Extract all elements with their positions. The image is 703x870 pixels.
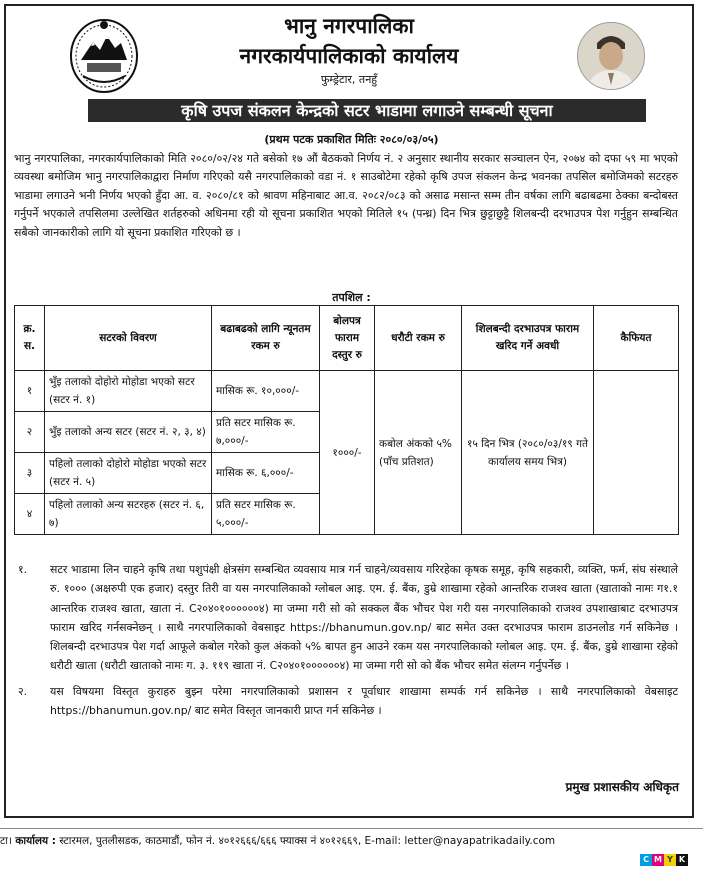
row-serial: २: [15, 412, 45, 453]
shutter-details-table: [14, 305, 679, 535]
details-heading: तपशिल :: [332, 291, 371, 304]
row-serial: ४: [15, 494, 45, 535]
publish-date: (प्रथम पटक प्रकाशित मितिः २०८०/०३/०५): [264, 133, 439, 146]
shutter-description: भुँइ तलाको दोहोरो मोहोडा भएको सटर (सटर नं. १): [45, 371, 212, 412]
table-row: [15, 371, 679, 412]
footer-office-label: कार्यालय :: [15, 835, 57, 847]
publisher-footer: [0, 834, 703, 848]
office-address: फुम्ड्रेटार, तनहुँ: [320, 73, 378, 86]
list-item: [14, 682, 678, 721]
note-number: १.: [18, 563, 28, 576]
note-text: सटर भाडामा लिन चाहने कृषि तथा पशुपंक्षी क्षेत्रसंग सम्बन्धित व्यवसाय मात्र गर्न चाहने/व्यवसाय गरिरहेका कृषक समूह, कृषि सहकारी, व्यक्ति, फर्म, संघ संस्थाले रु. १००० (अक्षरुपी एक हजार) दस्तुर तिरी वा यस नगरपालिकाको ग्लोबल आइ. एम. ई. बैंक, डुम्रे शाखामा रहेको आन्तरिक राजश्व खाता (खाताको नामः ग१.१ आन्तरिक राजश्व खाता, खाता नं. C२०४०१००००००४) मा जम्मा गरी सो को सक्कल बैंक भौचर पेश गरी यस नगरपालिकाको राजश्व उपशाखाबाट दरभाउपत्र फाराम खरिद गर्नसक्नेछन् । साथै नगरपालिकाको वेबसाइट https://bhanumun.gov.np/ बाट समेत उक्त दरभाउपत्र फाराम डाउनलोड गर्न सकिनेछ । शिलबन्दी दरभाउपत्र पेश गर्दा आफूले कबोल गरेको कुल अंकको ५% बापत हुन आउने रकम यस नगरपालिकाको ग्लोबल आइ. एम. ई. बैंक, डुम्रे शाखामा रहेको धरौटी खाता (धरौटी खाताको नामः ग. ३. ११९ खाता नं. C२०४०१००००००४) मा जम्मा गरी सो को बैंक भौचर समेत संलग्न गर्नुपर्नेछ ।: [50, 563, 678, 673]
column-header: बढाबढको लागि न्यूनतम रकम रु: [212, 306, 320, 371]
column-header: धरौटी रकम रु: [375, 306, 462, 371]
table-header-row: [15, 306, 679, 371]
notice-title-banner: कृषि उपज संकलन केन्द्रको सटर भाडामा लगाउने सम्बन्धी सूचना: [88, 99, 646, 122]
minimum-amount: मासिक रू. १०,०००/-: [212, 371, 320, 412]
list-item: [14, 560, 678, 676]
shutter-description: पहिलो तलाको अन्य सटरहरु (सटर नं. ६, ७): [45, 494, 212, 535]
shutter-description: भुँइ तलाको अन्य सटर (सटर नं. २, ३, ४): [45, 412, 212, 453]
note-number: २.: [18, 684, 28, 698]
row-serial: ३: [15, 453, 45, 494]
portrait-photo: [577, 22, 645, 90]
column-header: बोलपत्र फाराम दस्तुर रु: [320, 306, 375, 371]
row-serial: १: [15, 371, 45, 412]
column-header: कैफियत: [594, 306, 679, 371]
column-header: क्र. स.: [15, 306, 45, 371]
minimum-amount: मासिक रू. ६,०००/-: [212, 453, 320, 494]
shutter-description: पहिलो तलाको दोहोरो मोहोडा भएको सटर (सटर नं. ५): [45, 453, 212, 494]
note-text: यस विषयमा विस्तृत कुराहरु बुझ्न परेमा नगरपालिकाको प्रशासन र पूर्वाधार शाखामा सम्पर्क गर्न सकिनेछ । साथै नगरपालिकाको वेबसाइट https://bhanumun.gov.np/ बाट समेत विस्तृत जानकारी प्राप्त गर्न सकिनेछ ।: [50, 684, 678, 718]
signatory-title: प्रमुख प्रशासकीय अधिकृत: [565, 780, 679, 794]
minimum-amount: प्रति सटर मासिक रू. ७,०००/-: [212, 412, 320, 453]
municipality-name: भानु नगरपालिका: [284, 14, 414, 38]
intro-paragraph: भानु नगरपालिका, नगरकार्यपालिकाको मिति २०८०/०२/२४ गते बसेको १७ औं बैठकको निर्णय नं. २ अनुसार स्थानीय सरकार सञ्चालन ऐन, २०७४ को दफा ५९ मा भएको व्यवस्था बमोजिम भानु नगरपालिकाद्वारा निर्माण गरिएको यसै नगरपालिकाको वडा नं. १ साउबोटेमा रहेको कृषि उपज संकलन केन्द्र भवनका तपसिल बमोजिमको सटरहरु भाडामा लगाउने भनी निर्णय भएको हुँदा आ. व. २०८०/८१ को श्रावण महिनाबाट आ.व. २०८२/०८३ को असाढ मसान्त सम्म तीन वर्षका लागि बढाबढमा ठेक्का बन्दोबस्त गर्नुपर्ने भएकाले तपसिलमा उल्लेखित शर्तहरुको अधिनमा रही यो सूचना प्रकाशित भएको मितिले १५ (पन्ध्र) दिन भित्र छुट्टाछुट्टै शिलबन्दी दरभाउपत्र पेश गर्नुहुन सम्बन्धित सबैको जानकारीको लागि यो सूचना प्रकाशित गरिएको छ ।: [14, 152, 678, 239]
footer-prefix: टा।: [0, 835, 12, 847]
form-fee: १०००/-: [320, 371, 375, 535]
minimum-amount: प्रति सटर मासिक रू. ५,०००/-: [212, 494, 320, 535]
cmyk-cyan: C: [640, 854, 652, 866]
footer-divider: [0, 828, 703, 829]
notes-list: [14, 560, 678, 726]
column-header: सटरको विवरण: [45, 306, 212, 371]
cmyk-magenta: M: [652, 854, 664, 866]
footer-contact: स्टारमल, पुतलीसडक, काठमाडौं, फोन नं. ४०१२६६६/६६६ फ्याक्स नं ४०१२६६९, E-mail: letter@nayapatrikadaily.com: [59, 835, 556, 847]
remarks: [594, 371, 679, 535]
column-header: शिलबन्दी दरभाउपत्र फाराम खरिद गर्ने अवधी: [462, 306, 594, 371]
cmyk-registration-mark: [640, 854, 688, 866]
cmyk-black: K: [676, 854, 688, 866]
deposit-amount: कबोल अंकको ५% (पाँच प्रतिशत): [375, 371, 462, 535]
office-name: नगरकार्यपालिकाको कार्यालय: [239, 44, 459, 68]
cmyk-yellow: Y: [664, 854, 676, 866]
purchase-period: १५ दिन भित्र (२०८०/०३/१९ गते कार्यालय समय भित्र): [462, 371, 594, 535]
